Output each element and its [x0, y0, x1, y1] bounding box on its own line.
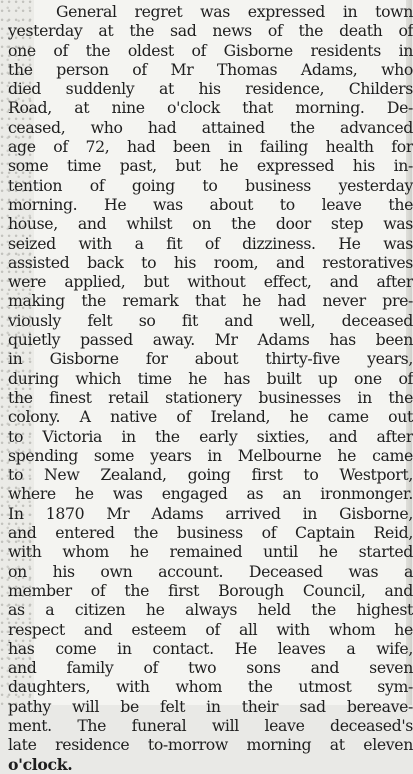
article-line: making the remark that he had never pre-	[8, 291, 413, 311]
article-line: quietly passed away. Mr Adams has been	[8, 330, 413, 350]
article-line: to New Zealand, going first to Westport,	[8, 465, 413, 485]
article-line: pathy will be felt in their sad bereave-	[8, 696, 413, 716]
article-line: General regret was expressed in town	[56, 2, 413, 21]
article-line: during which time he has built up one of	[8, 368, 413, 388]
article-line: and entered the business of Captain Reid,	[8, 523, 413, 543]
article-line: member of the first Borough Council, and	[8, 580, 413, 600]
article-line: the person of Mr Thomas Adams, who	[8, 59, 413, 79]
article-line: age of 72, had been in failing health for	[8, 137, 413, 157]
article-line: died suddenly at his residence, Childers	[8, 79, 413, 99]
article-line: with whom he remained until he started	[8, 542, 413, 562]
article-line: seized with a fit of dizziness. He was	[8, 233, 413, 253]
article-line: house, and whilst on the door step was	[8, 214, 413, 234]
article-line: where he was engaged as an ironmonger.	[8, 484, 413, 504]
article-line: colony. A native of Ireland, he came out	[8, 407, 413, 427]
article-line: assisted back to his room, and restoratives	[8, 252, 413, 272]
article-line: spending some years in Melbourne he came	[8, 445, 413, 465]
article-line: were applied, but without effect, and after	[8, 272, 413, 292]
article-line: has come in contact. He leaves a wife,	[8, 638, 413, 658]
article-line: in Gisborne for about thirty-five years,	[8, 349, 413, 369]
article-line: and family of two sons and seven	[8, 658, 413, 678]
article-line: o'clock.	[8, 754, 73, 774]
article-line: daughters, with whom the utmost sym-	[8, 677, 413, 697]
article-line: In 1870 Mr Adams arrived in Gisborne,	[8, 503, 413, 523]
article-line: on his own account. Deceased was a	[8, 561, 413, 581]
article-line: morning. He was about to leave the	[8, 194, 413, 214]
article-line: ceased, who had attained the advanced	[8, 117, 413, 137]
article-line: the finest retail stationery businesses in the	[8, 387, 413, 407]
article-line: to Victoria in the early sixties, and after	[8, 426, 413, 446]
article-line: respect and esteem of all with whom he	[8, 619, 413, 639]
article-line: as a citizen he always held the highest	[8, 600, 413, 620]
article-line: tention of going to business yesterday	[8, 175, 413, 195]
article-line: yesterday at the sad news of the death of	[8, 21, 413, 41]
article-line: viously felt so fit and well, deceased	[8, 310, 413, 330]
obituary-article	[8, 2, 413, 774]
article-line: one of the oldest of Gisborne residents in	[8, 40, 413, 60]
article-line: late residence to-morrow morning at eleven	[8, 735, 413, 755]
article-line: ment. The funeral will leave deceased's	[8, 715, 413, 735]
article-line: Road, at nine o'clock that morning. De-	[8, 98, 413, 118]
article-line: some time past, but he expressed his in-	[8, 156, 413, 176]
